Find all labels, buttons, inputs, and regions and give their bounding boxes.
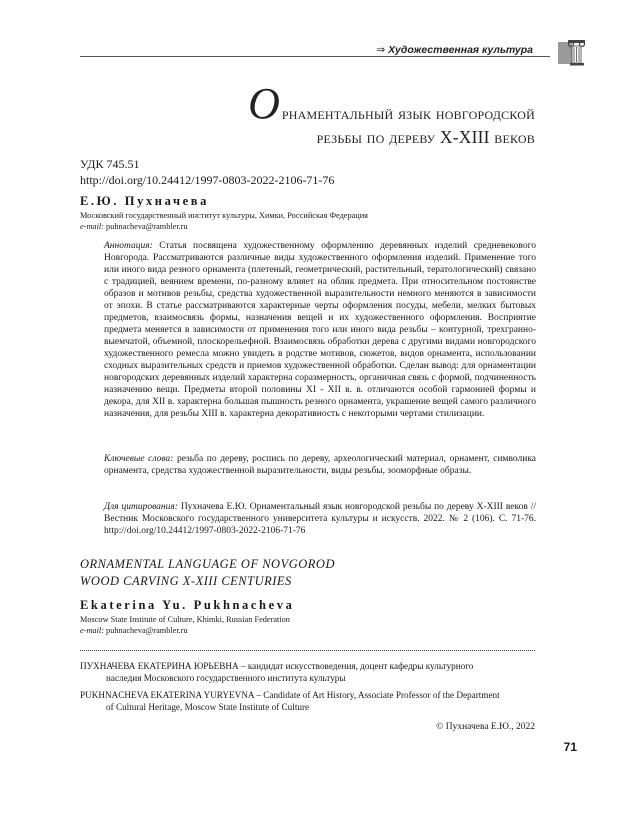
page-number: 71 bbox=[563, 740, 577, 754]
dotted-separator bbox=[80, 650, 535, 651]
bio-ru-line-1: ПУХНАЧЕВА ЕКАТЕРИНА ЮРЬЕВНА – кандидат искусствоведения, доцент кафедры культурного bbox=[80, 661, 474, 671]
keywords-label: Ключевые слова: bbox=[104, 454, 174, 464]
bio-en-line-1: PUKHNACHEVA EKATERINA YURYEVNA – Candidate of Art History, Associate Professor of the Department bbox=[80, 690, 500, 700]
english-author-name: Ekaterina Yu. Pukhnacheva bbox=[80, 598, 295, 612]
bio-en-line-2: of Cultural Heritage, Moscow State Institute of Culture bbox=[106, 702, 310, 712]
article-title bbox=[248, 79, 535, 148]
bio-ru bbox=[80, 660, 536, 684]
abstract bbox=[104, 240, 536, 420]
bio-en bbox=[80, 689, 536, 713]
section-name: Художественная культура bbox=[388, 44, 533, 56]
english-title-line-2: WOOD CARVING X-XIII CENTURIES bbox=[80, 574, 292, 588]
author-email[interactable]: puhnacheva@rambler.ru bbox=[106, 222, 188, 231]
abstract-text: Статья посвящена художественному оформлению деревянных изделий средневекового Новгорода. Рассматриваются различные виды художественного оформления изделий. Применение того или иного вида резного орнамента (плетеный, геометрический, растительный, тератологический) связано с традицией, веянием времени, по-разному влияет на облик предмета. При относительном постоянстве образов и мотивов резьбы, средства художественной выразительности немного меняются в зависимости от эпохи. В статье рассматриваются характерные черты оформления посуды, мебели, мелких бытовых предметов, взаимосвязь формы, назначения вещей и их художественного оформления. Восприятие предмета меняется в зависимости от применения того или иного вида резьбы – контурной, трехгранно-выемчатой, объемной, плоскорельефной. Взаимосвязь обработки дерева с другими видами новгородского художественного ремесла можно увидеть в родстве мотивов, сюжетов, видов орнамента, использовании сходных выразительных средств и приемов художественной обработки. Сделан вывод: для орнаментации новгородских деревянных изделий характерна соразмерность, органичная связь с формой, подчиненность назначению вещи. Предметы второй половины XI - XII в. в. отличаются особой гармонией формы и декора, для XII в. характерна большая пышность резного орнамента, украшение вещей самого различного назначения, для резьбы XIII в. характерна декоративность с некоторыми чертами стилизации. bbox=[104, 241, 536, 419]
citation-text: Пухначева Е.Ю. Орнаментальный язык новгородской резьбы по дереву X-XIII веков // Вестник Московского государственного университета культуры и искусств. 2022. № 2 (106). С. 71-76. http://doi.org/10.24412/1997-0803-2022-2106-71-76 bbox=[104, 502, 536, 536]
english-email[interactable]: puhnacheva@rambler.ru bbox=[106, 626, 188, 635]
abstract-label: Аннотация: bbox=[104, 241, 153, 251]
author-email-line bbox=[80, 221, 188, 232]
keywords-text: резьба по дереву, роспись по дереву, археологический материал, орнамент, символика орнамента, средства художественной выразительности, виды резьбы, зооморфные образы. bbox=[104, 454, 537, 476]
arrow-icon: ⇒ bbox=[376, 44, 386, 56]
email-label: e-mail: bbox=[80, 222, 104, 231]
copyright: © Пухначева Е.Ю., 2022 bbox=[436, 722, 535, 732]
english-title-line-1: ORNAMENTAL LANGUAGE OF NOVGOROD bbox=[80, 557, 335, 571]
doi-link[interactable]: http://doi.org/10.24412/1997-0803-2022-2106-71-76 bbox=[80, 173, 335, 187]
author-affiliation: Московский государственный институт культуры, Химки, Российская Федерация bbox=[80, 211, 368, 220]
citation-label: Для цитирования: bbox=[104, 502, 178, 512]
running-header bbox=[376, 44, 533, 56]
title-drop-cap: О bbox=[248, 79, 280, 128]
column-logo-icon bbox=[558, 40, 586, 66]
title-line-1: рнаментальный язык новгородской bbox=[281, 103, 535, 123]
author-name: Е.Ю. Пухначева bbox=[80, 194, 209, 208]
keywords bbox=[104, 453, 536, 477]
english-email-label: e-mail: bbox=[80, 626, 104, 635]
title-line-2: резьбы по дереву X-XIII веков bbox=[316, 127, 535, 147]
english-email-line bbox=[80, 625, 188, 636]
english-affiliation: Moscow State Institute of Culture, Khimki, Russian Federation bbox=[80, 615, 290, 624]
citation bbox=[104, 501, 536, 537]
bio-ru-line-2: наследия Московского государственного института культуры bbox=[106, 673, 346, 683]
header-rule bbox=[80, 56, 550, 57]
udc: УДК 745.51 bbox=[80, 157, 140, 171]
